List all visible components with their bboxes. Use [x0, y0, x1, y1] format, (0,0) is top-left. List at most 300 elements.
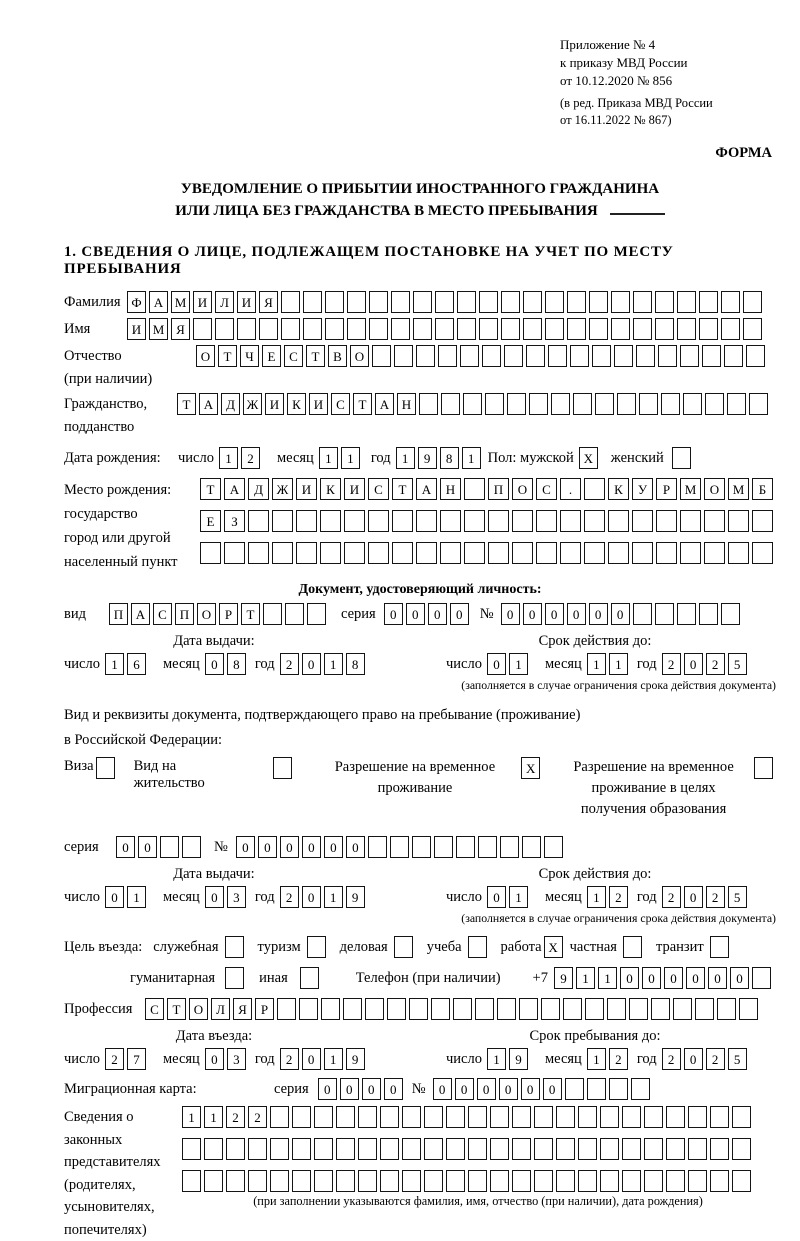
form-cell[interactable]: [702, 345, 721, 367]
form-cell[interactable]: [440, 542, 461, 564]
form-cell[interactable]: [488, 542, 509, 564]
form-cell[interactable]: [380, 1106, 399, 1128]
form-cell[interactable]: [556, 1170, 575, 1192]
form-cell[interactable]: [464, 542, 485, 564]
form-cell[interactable]: [673, 998, 692, 1020]
form-cell[interactable]: [732, 1170, 751, 1192]
form-cell[interactable]: [387, 998, 406, 1020]
form-cell[interactable]: 0: [406, 603, 425, 625]
form-cell[interactable]: [739, 998, 758, 1020]
form-cell[interactable]: [699, 603, 718, 625]
form-cell[interactable]: [438, 345, 457, 367]
form-cell[interactable]: [292, 1170, 311, 1192]
form-cell[interactable]: 0: [318, 1078, 337, 1100]
form-cell[interactable]: И: [344, 478, 365, 500]
form-cell[interactable]: [717, 998, 736, 1020]
form-cell[interactable]: [270, 1170, 289, 1192]
form-cell[interactable]: Т: [306, 345, 325, 367]
form-cell[interactable]: [490, 1106, 509, 1128]
form-cell[interactable]: 9: [346, 886, 365, 908]
form-cell[interactable]: [556, 1106, 575, 1128]
form-cell[interactable]: [544, 836, 563, 858]
form-cell[interactable]: [655, 603, 674, 625]
form-cell[interactable]: [727, 393, 746, 415]
form-cell[interactable]: [320, 510, 341, 532]
form-cell[interactable]: [369, 291, 388, 313]
form-cell[interactable]: 3: [227, 1048, 246, 1070]
form-cell[interactable]: [200, 542, 221, 564]
form-cell[interactable]: [464, 478, 485, 500]
form-cell[interactable]: 1: [462, 447, 481, 469]
form-cell[interactable]: 9: [554, 967, 573, 989]
form-cell[interactable]: [314, 1106, 333, 1128]
form-cell[interactable]: С: [284, 345, 303, 367]
form-cell[interactable]: 0: [302, 1048, 321, 1070]
form-cell[interactable]: [307, 936, 326, 958]
form-cell[interactable]: Ж: [243, 393, 262, 415]
form-cell[interactable]: [457, 291, 476, 313]
form-cell[interactable]: 0: [205, 1048, 224, 1070]
form-cell[interactable]: 0: [589, 603, 608, 625]
form-cell[interactable]: 0: [455, 1078, 474, 1100]
form-cell[interactable]: [272, 510, 293, 532]
form-cell[interactable]: [732, 1138, 751, 1160]
form-cell[interactable]: 0: [684, 1048, 703, 1070]
form-cell[interactable]: 0: [384, 1078, 403, 1100]
form-cell[interactable]: [666, 1170, 685, 1192]
form-cell[interactable]: [677, 291, 696, 313]
form-cell[interactable]: [680, 345, 699, 367]
form-cell[interactable]: [680, 510, 701, 532]
form-cell[interactable]: 2: [662, 653, 681, 675]
form-cell[interactable]: 0: [302, 886, 321, 908]
form-cell[interactable]: 0: [302, 653, 321, 675]
form-cell[interactable]: Б: [752, 478, 773, 500]
form-cell[interactable]: [468, 936, 487, 958]
form-cell[interactable]: 1: [324, 886, 343, 908]
form-cell[interactable]: [656, 542, 677, 564]
form-cell[interactable]: [501, 318, 520, 340]
form-cell[interactable]: [394, 345, 413, 367]
form-cell[interactable]: [225, 936, 244, 958]
form-cell[interactable]: 0: [340, 1078, 359, 1100]
form-cell[interactable]: [578, 1138, 597, 1160]
form-cell[interactable]: [704, 510, 725, 532]
form-cell[interactable]: 0: [280, 836, 299, 858]
form-cell[interactable]: [412, 836, 431, 858]
form-cell[interactable]: [391, 291, 410, 313]
form-cell[interactable]: [617, 393, 636, 415]
form-cell[interactable]: [585, 998, 604, 1020]
form-cell[interactable]: [358, 1138, 377, 1160]
form-cell[interactable]: 0: [501, 603, 520, 625]
form-cell[interactable]: [507, 393, 526, 415]
form-cell[interactable]: С: [536, 478, 557, 500]
form-cell[interactable]: 0: [567, 603, 586, 625]
form-cell[interactable]: 1: [587, 886, 606, 908]
form-cell[interactable]: 0: [708, 967, 727, 989]
form-cell[interactable]: [272, 542, 293, 564]
form-cell[interactable]: [226, 1138, 245, 1160]
form-cell[interactable]: [193, 318, 212, 340]
form-cell[interactable]: [622, 1170, 641, 1192]
form-cell[interactable]: [567, 291, 586, 313]
form-cell[interactable]: [732, 1106, 751, 1128]
form-cell[interactable]: 1: [598, 967, 617, 989]
form-cell[interactable]: О: [196, 345, 215, 367]
form-cell[interactable]: [468, 1170, 487, 1192]
form-cell[interactable]: [368, 836, 387, 858]
form-cell[interactable]: [344, 510, 365, 532]
form-cell[interactable]: С: [331, 393, 350, 415]
form-cell[interactable]: [343, 998, 362, 1020]
form-cell[interactable]: [587, 1078, 606, 1100]
form-cell[interactable]: Я: [171, 318, 190, 340]
form-cell[interactable]: [380, 1170, 399, 1192]
form-cell[interactable]: [710, 1170, 729, 1192]
form-cell[interactable]: [435, 291, 454, 313]
form-cell[interactable]: [204, 1170, 223, 1192]
form-cell[interactable]: 0: [730, 967, 749, 989]
form-cell[interactable]: [409, 998, 428, 1020]
form-cell[interactable]: 2: [105, 1048, 124, 1070]
form-cell[interactable]: [380, 1138, 399, 1160]
form-cell[interactable]: [402, 1170, 421, 1192]
form-cell[interactable]: М: [728, 478, 749, 500]
form-cell[interactable]: Р: [656, 478, 677, 500]
form-cell[interactable]: 1: [509, 653, 528, 675]
form-cell[interactable]: [622, 1106, 641, 1128]
form-cell[interactable]: 1: [127, 886, 146, 908]
form-cell[interactable]: 0: [258, 836, 277, 858]
form-cell[interactable]: [536, 510, 557, 532]
form-cell[interactable]: 9: [346, 1048, 365, 1070]
form-cell[interactable]: 2: [706, 1048, 725, 1070]
form-cell[interactable]: [743, 291, 762, 313]
form-cell[interactable]: [658, 345, 677, 367]
form-cell[interactable]: 1: [324, 653, 343, 675]
form-cell[interactable]: 1: [324, 1048, 343, 1070]
form-cell[interactable]: З: [224, 510, 245, 532]
form-cell[interactable]: [416, 345, 435, 367]
form-cell[interactable]: М: [171, 291, 190, 313]
form-cell[interactable]: 5: [728, 886, 747, 908]
form-cell[interactable]: П: [109, 603, 128, 625]
form-cell[interactable]: [446, 1106, 465, 1128]
form-cell[interactable]: А: [131, 603, 150, 625]
form-cell[interactable]: [497, 998, 516, 1020]
form-cell[interactable]: [424, 1170, 443, 1192]
form-cell[interactable]: [529, 393, 548, 415]
form-cell[interactable]: [563, 998, 582, 1020]
form-cell[interactable]: [464, 510, 485, 532]
form-cell[interactable]: 0: [205, 886, 224, 908]
form-cell[interactable]: 9: [509, 1048, 528, 1070]
form-cell[interactable]: Р: [255, 998, 274, 1020]
form-cell[interactable]: [424, 1138, 443, 1160]
form-cell[interactable]: [666, 1106, 685, 1128]
form-cell[interactable]: С: [153, 603, 172, 625]
form-cell[interactable]: Е: [200, 510, 221, 532]
form-cell[interactable]: [485, 393, 504, 415]
form-cell[interactable]: 0: [684, 886, 703, 908]
form-cell[interactable]: 0: [499, 1078, 518, 1100]
form-cell[interactable]: [512, 1138, 531, 1160]
form-cell[interactable]: [608, 510, 629, 532]
form-cell[interactable]: [457, 318, 476, 340]
form-cell[interactable]: [160, 836, 179, 858]
form-cell[interactable]: [314, 1138, 333, 1160]
form-cell[interactable]: [248, 1170, 267, 1192]
form-cell[interactable]: [534, 1138, 553, 1160]
form-cell[interactable]: [644, 1138, 663, 1160]
form-cell[interactable]: А: [416, 478, 437, 500]
form-cell[interactable]: [263, 603, 282, 625]
form-cell[interactable]: [292, 1106, 311, 1128]
form-cell[interactable]: И: [193, 291, 212, 313]
form-cell[interactable]: [567, 318, 586, 340]
form-cell[interactable]: [661, 393, 680, 415]
form-cell[interactable]: [182, 1138, 201, 1160]
form-cell[interactable]: [680, 542, 701, 564]
form-cell[interactable]: Я: [259, 291, 278, 313]
form-cell[interactable]: О: [704, 478, 725, 500]
form-cell[interactable]: [392, 510, 413, 532]
form-cell[interactable]: [573, 393, 592, 415]
form-cell[interactable]: [545, 318, 564, 340]
form-cell[interactable]: [402, 1106, 421, 1128]
form-cell[interactable]: Т: [167, 998, 186, 1020]
form-cell[interactable]: [419, 393, 438, 415]
form-cell[interactable]: [724, 345, 743, 367]
form-cell[interactable]: [460, 345, 479, 367]
form-cell[interactable]: [299, 998, 318, 1020]
form-cell[interactable]: [392, 542, 413, 564]
form-cell[interactable]: И: [296, 478, 317, 500]
form-cell[interactable]: О: [350, 345, 369, 367]
form-cell[interactable]: 0: [543, 1078, 562, 1100]
form-cell[interactable]: 1: [105, 653, 124, 675]
form-cell[interactable]: 7: [127, 1048, 146, 1070]
form-cell[interactable]: А: [199, 393, 218, 415]
form-cell[interactable]: [347, 318, 366, 340]
form-cell[interactable]: [475, 998, 494, 1020]
form-cell[interactable]: [699, 291, 718, 313]
form-cell[interactable]: [644, 1170, 663, 1192]
form-cell[interactable]: [728, 542, 749, 564]
form-cell[interactable]: [248, 542, 269, 564]
form-cell[interactable]: [369, 318, 388, 340]
form-cell[interactable]: [365, 998, 384, 1020]
form-cell[interactable]: [526, 345, 545, 367]
form-cell[interactable]: [695, 998, 714, 1020]
form-cell[interactable]: [608, 542, 629, 564]
form-cell[interactable]: 0: [236, 836, 255, 858]
form-cell[interactable]: Н: [440, 478, 461, 500]
form-cell[interactable]: [578, 1106, 597, 1128]
form-cell[interactable]: [435, 318, 454, 340]
form-cell[interactable]: [541, 998, 560, 1020]
form-cell[interactable]: 8: [346, 653, 365, 675]
form-cell[interactable]: К: [608, 478, 629, 500]
form-cell[interactable]: [592, 345, 611, 367]
form-cell[interactable]: 1: [341, 447, 360, 469]
form-cell[interactable]: [368, 510, 389, 532]
form-cell[interactable]: [584, 542, 605, 564]
form-cell[interactable]: [482, 345, 501, 367]
title-blank-underline[interactable]: [610, 200, 665, 215]
form-cell[interactable]: 1: [587, 653, 606, 675]
form-cell[interactable]: [633, 318, 652, 340]
form-cell[interactable]: И: [309, 393, 328, 415]
form-cell[interactable]: 0: [362, 1078, 381, 1100]
form-cell[interactable]: [504, 345, 523, 367]
form-cell[interactable]: [344, 542, 365, 564]
form-cell[interactable]: [560, 542, 581, 564]
form-cell[interactable]: [512, 510, 533, 532]
form-cell[interactable]: [666, 1138, 685, 1160]
form-cell[interactable]: [224, 542, 245, 564]
form-cell[interactable]: [479, 318, 498, 340]
form-cell[interactable]: [522, 836, 541, 858]
form-cell[interactable]: Т: [218, 345, 237, 367]
form-cell[interactable]: [622, 1138, 641, 1160]
form-cell[interactable]: [488, 510, 509, 532]
form-cell[interactable]: [416, 542, 437, 564]
form-cell[interactable]: [644, 1106, 663, 1128]
form-cell[interactable]: [453, 998, 472, 1020]
form-cell[interactable]: О: [189, 998, 208, 1020]
form-cell[interactable]: [677, 318, 696, 340]
form-cell[interactable]: 5: [728, 1048, 747, 1070]
form-cell[interactable]: [548, 345, 567, 367]
form-cell[interactable]: [614, 345, 633, 367]
form-cell[interactable]: [434, 836, 453, 858]
form-cell[interactable]: 0: [523, 603, 542, 625]
form-cell[interactable]: [677, 603, 696, 625]
form-cell[interactable]: [570, 345, 589, 367]
form-cell[interactable]: [441, 393, 460, 415]
form-cell[interactable]: [556, 1138, 575, 1160]
form-cell[interactable]: [237, 318, 256, 340]
form-cell[interactable]: [699, 318, 718, 340]
form-cell[interactable]: П: [175, 603, 194, 625]
form-cell[interactable]: [468, 1138, 487, 1160]
form-cell[interactable]: 0: [664, 967, 683, 989]
form-cell[interactable]: X: [579, 447, 598, 469]
form-cell[interactable]: 1: [219, 447, 238, 469]
form-cell[interactable]: 0: [450, 603, 469, 625]
form-cell[interactable]: 0: [611, 603, 630, 625]
form-cell[interactable]: [281, 291, 300, 313]
form-cell[interactable]: [519, 998, 538, 1020]
form-cell[interactable]: [391, 318, 410, 340]
form-cell[interactable]: [226, 1170, 245, 1192]
form-cell[interactable]: [303, 291, 322, 313]
form-cell[interactable]: [285, 603, 304, 625]
form-cell[interactable]: 1: [576, 967, 595, 989]
form-cell[interactable]: 0: [105, 886, 124, 908]
form-cell[interactable]: Р: [219, 603, 238, 625]
form-cell[interactable]: [96, 757, 115, 779]
form-cell[interactable]: Т: [177, 393, 196, 415]
form-cell[interactable]: [347, 291, 366, 313]
form-cell[interactable]: М: [149, 318, 168, 340]
form-cell[interactable]: [490, 1138, 509, 1160]
form-cell[interactable]: [611, 318, 630, 340]
form-cell[interactable]: С: [368, 478, 389, 500]
form-cell[interactable]: [534, 1106, 553, 1128]
form-cell[interactable]: [749, 393, 768, 415]
form-cell[interactable]: [560, 510, 581, 532]
form-cell[interactable]: О: [197, 603, 216, 625]
form-cell[interactable]: [710, 1106, 729, 1128]
form-cell[interactable]: А: [224, 478, 245, 500]
form-cell[interactable]: 0: [138, 836, 157, 858]
form-cell[interactable]: [368, 542, 389, 564]
form-cell[interactable]: 1: [204, 1106, 223, 1128]
form-cell[interactable]: [551, 393, 570, 415]
form-cell[interactable]: 2: [280, 1048, 299, 1070]
form-cell[interactable]: 8: [440, 447, 459, 469]
form-cell[interactable]: [500, 836, 519, 858]
form-cell[interactable]: О: [512, 478, 533, 500]
form-cell[interactable]: [631, 1078, 650, 1100]
form-cell[interactable]: [534, 1170, 553, 1192]
form-cell[interactable]: [600, 1138, 619, 1160]
form-cell[interactable]: [490, 1170, 509, 1192]
form-cell[interactable]: 0: [521, 1078, 540, 1100]
form-cell[interactable]: [215, 318, 234, 340]
form-cell[interactable]: [413, 318, 432, 340]
form-cell[interactable]: [248, 510, 269, 532]
form-cell[interactable]: [632, 510, 653, 532]
form-cell[interactable]: [672, 447, 691, 469]
form-cell[interactable]: [632, 542, 653, 564]
form-cell[interactable]: [336, 1106, 355, 1128]
form-cell[interactable]: [523, 291, 542, 313]
form-cell[interactable]: 1: [587, 1048, 606, 1070]
form-cell[interactable]: [545, 291, 564, 313]
form-cell[interactable]: [636, 345, 655, 367]
form-cell[interactable]: [710, 1138, 729, 1160]
form-cell[interactable]: 0: [684, 653, 703, 675]
form-cell[interactable]: Е: [262, 345, 281, 367]
form-cell[interactable]: [296, 510, 317, 532]
form-cell[interactable]: [182, 1170, 201, 1192]
form-cell[interactable]: [259, 318, 278, 340]
form-cell[interactable]: 1: [509, 886, 528, 908]
form-cell[interactable]: Т: [241, 603, 260, 625]
form-cell[interactable]: [639, 393, 658, 415]
form-cell[interactable]: А: [375, 393, 394, 415]
form-cell[interactable]: К: [287, 393, 306, 415]
form-cell[interactable]: 0: [642, 967, 661, 989]
form-cell[interactable]: У: [632, 478, 653, 500]
form-cell[interactable]: [270, 1138, 289, 1160]
form-cell[interactable]: С: [145, 998, 164, 1020]
form-cell[interactable]: [705, 393, 724, 415]
form-cell[interactable]: [394, 936, 413, 958]
form-cell[interactable]: 0: [205, 653, 224, 675]
form-cell[interactable]: [320, 542, 341, 564]
form-cell[interactable]: [300, 967, 319, 989]
form-cell[interactable]: [710, 936, 729, 958]
form-cell[interactable]: 2: [226, 1106, 245, 1128]
form-cell[interactable]: [611, 291, 630, 313]
form-cell[interactable]: [633, 603, 652, 625]
form-cell[interactable]: [600, 1106, 619, 1128]
